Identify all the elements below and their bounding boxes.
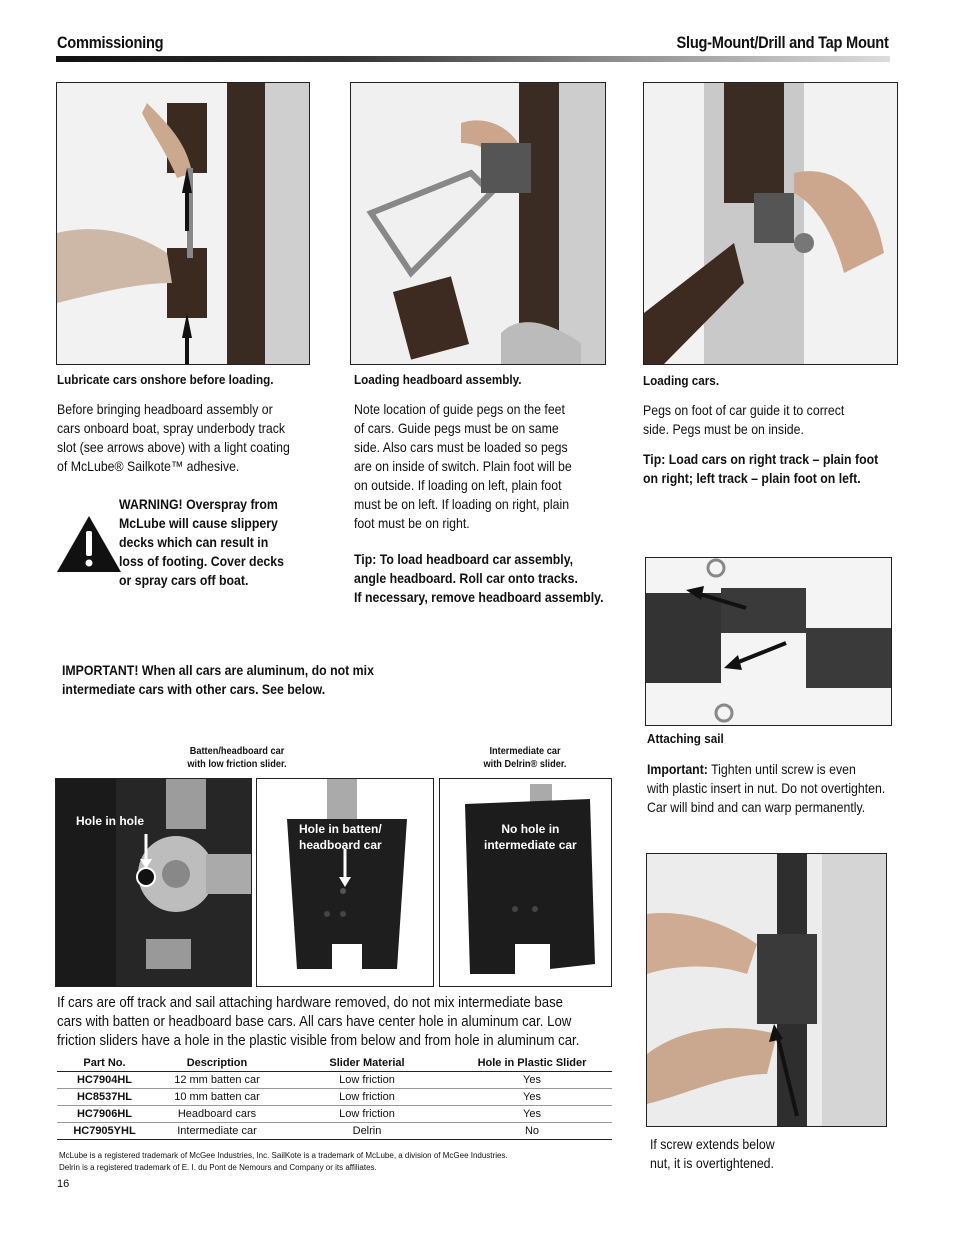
table-row: HC7906HL Headboard cars Low friction Yes <box>57 1106 612 1123</box>
page-number: 16 <box>57 1178 70 1190</box>
table-header: Slider Material <box>282 1055 452 1072</box>
photo-attaching-sail <box>645 557 892 726</box>
table-header: Description <box>152 1055 282 1072</box>
photo-loading-cars <box>643 82 898 365</box>
photo-hole-in-hole <box>55 778 252 987</box>
parts-table <box>57 1055 612 1140</box>
caption-batten-car: Batten/headboard car with low friction slider. <box>187 746 287 770</box>
section-title: Commissioning <box>57 33 164 52</box>
paragraph-mixing-cars: If cars are off track and sail attaching hardware removed, do not mix intermediate base cars with batten or headboard base cars. All cars have center hole in aluminum car. Low friction sliders have a hole in the plastic visible from below and from hole in aluminum car. <box>57 994 580 1049</box>
tip-headboard: Tip: To load headboard car assembly, angle headboard. Roll car onto tracks. If necessary, remove headboard assembly. <box>354 551 604 605</box>
warning-triangle-icon <box>56 515 122 573</box>
page-title: Slug-Mount/Drill and Tap Mount <box>676 33 889 52</box>
photo-loading-headboard <box>350 82 606 365</box>
table-header-row <box>57 1055 612 1072</box>
table-header: Part No. <box>57 1055 152 1072</box>
paragraph-attaching-sail: Important: Tighten until screw is even with plastic insert in nut. Do not overtighten. Car will bind and can warp permanently. <box>647 761 886 815</box>
table-header: Hole in Plastic Slider <box>452 1055 612 1072</box>
caption-headboard: Loading headboard assembly. <box>354 372 522 387</box>
caption-lubricate: Lubricate cars onshore before loading. <box>57 372 274 387</box>
important-aluminum: IMPORTANT! When all cars are aluminum, do not mix intermediate cars with other cars. See below. <box>62 662 374 697</box>
table-row: HC7904HL 12 mm batten car Low friction Yes <box>57 1072 612 1089</box>
warning-text: WARNING! Overspray from McLube will cause slippery decks which can result in loss of footing. Cover decks or spray cars off boat. <box>119 496 284 588</box>
caption-intermediate-car: Intermediate car with Delrin® slider. <box>483 746 567 770</box>
photo-lubricate-cars <box>56 82 310 365</box>
table-row: HC7905YHL Intermediate car Delrin No <box>57 1123 612 1140</box>
header-rule <box>56 56 890 62</box>
table-row: HC8537HL 10 mm batten car Low friction Yes <box>57 1089 612 1106</box>
paragraph-headboard: Note location of guide pegs on the feet of cars. Guide pegs must be on same side. Also cars must be loaded so pegs are on inside of switch. Plain foot will be on outside. If loading on left, plain foot must be on left. If loading on right, plain foot must be on right. <box>354 401 572 531</box>
footnotes: McLube is a registered trademark of McGee Industries, Inc. SailKote is a trademark of McLube, a division of McGee Industries. Delrin is a registered trademark of E. I. du Pont de Nemours and Company or its affiliates. <box>59 1151 508 1172</box>
caption-attaching-sail: Attaching sail <box>647 731 724 746</box>
label-hole-in-hole: Hole in hole <box>76 814 145 828</box>
paragraph-loading-cars: Pegs on foot of car guide it to correct side. Pegs must be on inside. <box>643 402 845 437</box>
caption-overtightened: If screw extends below nut, it is overtightened. <box>650 1136 775 1171</box>
photo-hole-batten <box>256 778 434 987</box>
caption-loading-cars: Loading cars. <box>643 373 720 388</box>
label-hole-batten: Hole in batten/ headboard car <box>299 822 382 852</box>
label-no-hole: No hole in intermediate car <box>484 822 577 852</box>
paragraph-lubricate: Before bringing headboard assembly or cars onboard boat, spray underbody track slot (see arrows above) with a light coating of McLube® Sailkote™ adhesive. <box>57 401 290 474</box>
photo-no-hole <box>439 778 612 987</box>
tip-loading-cars: Tip: Load cars on right track – plain foot on right; left track – plain foot on left. <box>643 451 879 486</box>
photo-overtightened <box>646 853 887 1127</box>
